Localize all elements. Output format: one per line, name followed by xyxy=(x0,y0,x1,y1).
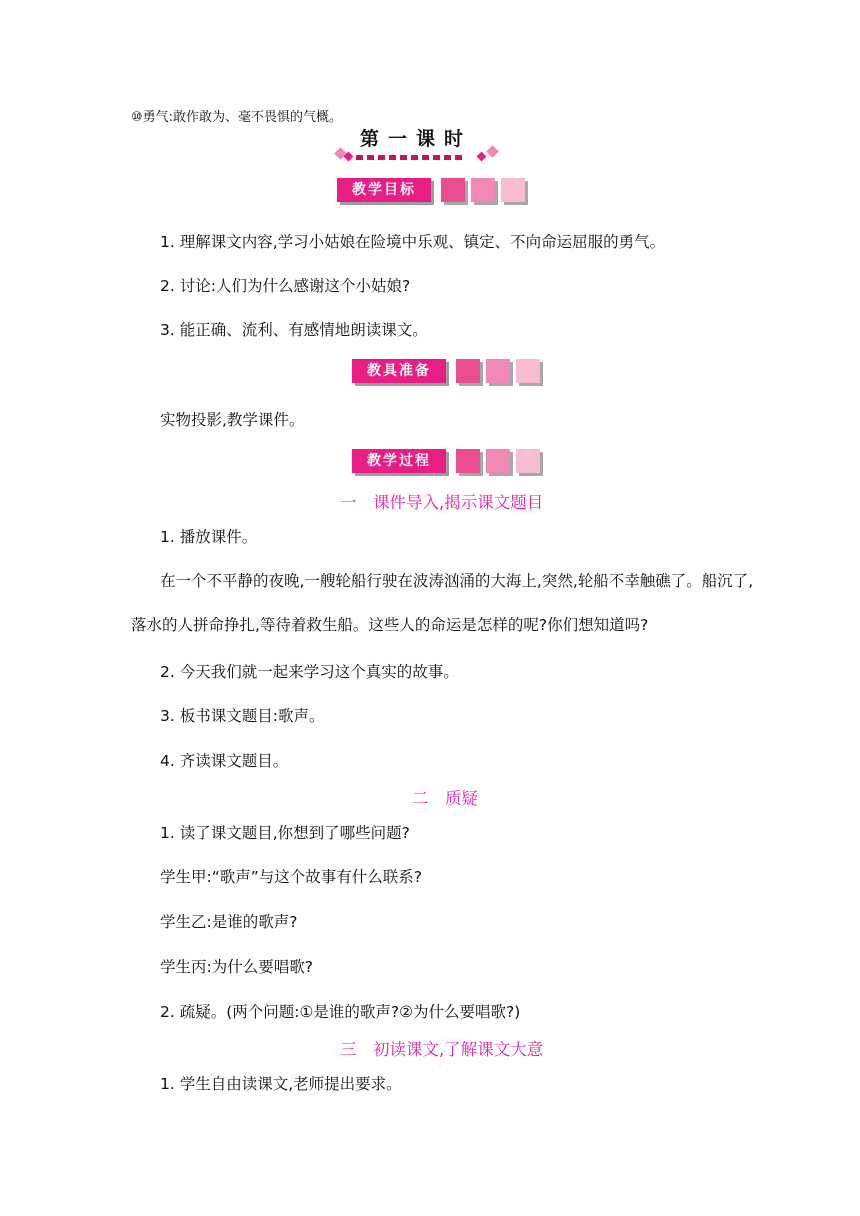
part1-item-4: 4. 齐读课文题目。 xyxy=(160,752,289,770)
part1-heading: 一 课件导入,揭示课文题目 xyxy=(340,493,544,512)
banner-square-dark xyxy=(441,178,465,202)
banner-label: 教具准备 xyxy=(352,359,446,383)
banner-square-mid xyxy=(486,449,510,473)
story-line-1: 在一个不平静的夜晚,一艘轮船行驶在波涛汹涌的大海上,突然,轮船不幸触礁了。船沉了, xyxy=(160,572,754,590)
part2-heading: 二 质疑 xyxy=(412,789,478,808)
banner-square-light xyxy=(516,359,540,383)
part2-item-1: 1. 读了课文题目,你想到了哪些问题? xyxy=(160,824,410,842)
student-c: 学生丙:为什么要唱歌? xyxy=(160,958,313,976)
dotted-line xyxy=(356,155,464,160)
banner-square-dark xyxy=(456,449,480,473)
goal-3: 3. 能正确、流利、有感情地朗读课文。 xyxy=(160,321,428,339)
banner-label: 教学过程 xyxy=(352,449,446,473)
tools-text: 实物投影,教学课件。 xyxy=(160,411,305,429)
story-line-2: 落水的人拼命挣扎,等待着救生船。这些人的命运是怎样的呢?你们想知道吗? xyxy=(131,616,649,634)
lesson-title: 第一课时 xyxy=(360,128,473,150)
part3-item-1: 1. 学生自由读课文,老师提出要求。 xyxy=(160,1075,402,1093)
footnote: ⑩勇气:敢作敢为、毫不畏惧的气概。 xyxy=(131,110,343,125)
banner-square-mid xyxy=(486,359,510,383)
student-b: 学生乙:是谁的歌声? xyxy=(160,913,298,931)
banner-square-mid xyxy=(471,178,495,202)
part1-item-2: 2. 今天我们就一起来学习这个真实的故事。 xyxy=(160,663,459,681)
banner-label: 教学目标 xyxy=(337,178,431,202)
part1-item-3: 3. 板书课文题目:歌声。 xyxy=(160,707,325,725)
part1-item-1: 1. 播放课件。 xyxy=(160,528,258,546)
banner-square-light xyxy=(516,449,540,473)
right-diamond-icon xyxy=(486,145,499,158)
goal-2: 2. 讨论:人们为什么感谢这个小姑娘? xyxy=(160,277,411,295)
banner-square-dark xyxy=(456,359,480,383)
student-a: 学生甲:“歌声”与这个故事有什么联系? xyxy=(160,868,423,886)
right-small-diamond-icon xyxy=(477,152,487,162)
goal-1: 1. 理解课文内容,学习小姑娘在险境中乐观、镇定、不向命运屈服的勇气。 xyxy=(160,233,666,251)
left-small-diamond-icon xyxy=(344,152,354,162)
part2-item-2: 2. 疏疑。(两个问题:①是谁的歌声?②为什么要唱歌?) xyxy=(160,1003,521,1021)
part3-heading: 三 初读课文,了解课文大意 xyxy=(340,1040,544,1059)
banner-square-light xyxy=(501,178,525,202)
